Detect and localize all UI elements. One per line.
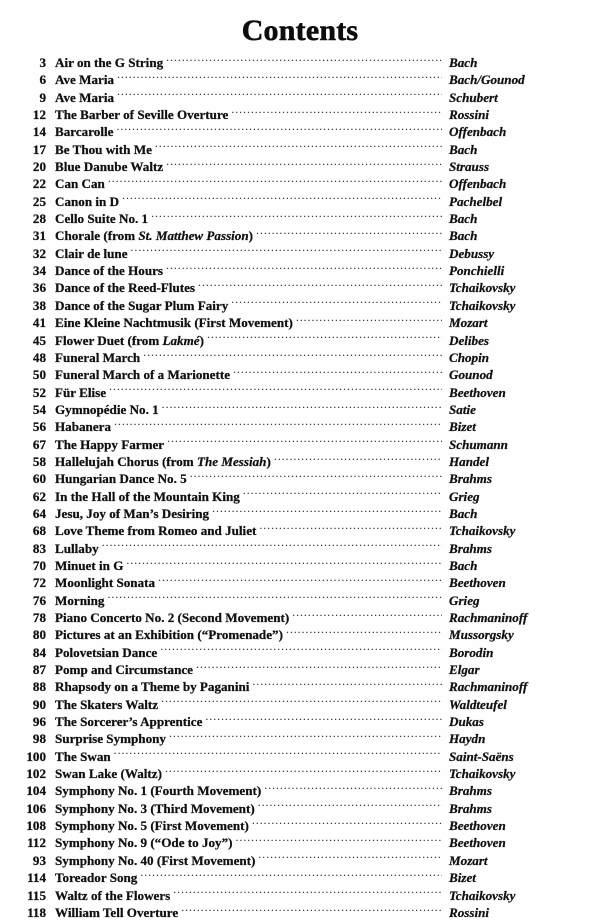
toc-entry-dot-leader bbox=[108, 175, 442, 188]
toc-entry-dot-leader bbox=[126, 557, 442, 570]
toc-entry[interactable] bbox=[20, 54, 552, 71]
toc-entry-title: Symphony No. 1 (Fourth Movement) bbox=[55, 783, 262, 799]
toc-entry[interactable] bbox=[20, 800, 552, 817]
toc-entry[interactable] bbox=[20, 782, 552, 799]
toc-entry[interactable] bbox=[20, 765, 552, 782]
toc-entry-dot-leader bbox=[102, 540, 442, 553]
toc-entry-title: Toreador Song bbox=[55, 870, 138, 886]
toc-entry[interactable] bbox=[20, 279, 552, 296]
toc-entry-composer: Borodin bbox=[449, 644, 494, 660]
toc-entry-title: Flower Duet (from Lakmé) bbox=[55, 332, 204, 348]
toc-entry-title: Swan Lake (Waltz) bbox=[55, 766, 162, 782]
toc-entry-composer: Rachmaninoff bbox=[449, 610, 528, 625]
toc-entry-composer: Brahms bbox=[449, 540, 492, 556]
toc-entry-dot-leader bbox=[190, 470, 442, 483]
toc-entry[interactable] bbox=[20, 904, 552, 921]
toc-entry-dot-leader bbox=[114, 418, 442, 431]
toc-entry-composer: Bach bbox=[449, 505, 478, 521]
toc-entry-dot-leader bbox=[259, 522, 442, 535]
toc-entry[interactable] bbox=[20, 574, 552, 591]
toc-entry-dot-leader bbox=[258, 800, 442, 813]
toc-entry-page-number: 17 bbox=[32, 141, 46, 157]
toc-entry-title: Gymnopédie No. 1 bbox=[55, 401, 159, 417]
toc-entry[interactable] bbox=[20, 869, 552, 886]
toc-entry-title: The Skaters Waltz bbox=[55, 696, 159, 712]
toc-entry-page-number: 83 bbox=[32, 540, 46, 556]
toc-entry-dot-leader bbox=[292, 609, 442, 622]
toc-entry-dot-leader bbox=[161, 696, 442, 709]
toc-entry[interactable] bbox=[20, 158, 552, 175]
toc-entry[interactable] bbox=[20, 730, 552, 747]
toc-entry-dot-leader bbox=[165, 765, 442, 778]
toc-entry-title: Air on the G String bbox=[55, 55, 164, 70]
toc-entry-dot-leader bbox=[196, 661, 442, 674]
toc-entry-dot-leader bbox=[140, 869, 442, 882]
toc-entry-title: The Sorcerer’s Apprentice bbox=[55, 714, 203, 730]
toc-entry-title: Funeral March of a Marionette bbox=[55, 367, 231, 383]
toc-entry-dot-leader bbox=[122, 193, 442, 206]
toc-entry-dot-leader bbox=[231, 297, 442, 310]
toc-entry-title: Cello Suite No. 1 bbox=[55, 211, 149, 227]
toc-entry-composer: Bach bbox=[449, 557, 478, 573]
toc-entry[interactable] bbox=[20, 210, 552, 227]
toc-entry-dot-leader bbox=[117, 71, 442, 84]
toc-entry[interactable] bbox=[20, 557, 552, 574]
toc-entry[interactable] bbox=[20, 418, 552, 435]
toc-entry-page-number: 100 bbox=[26, 748, 46, 764]
toc-entry-title: Blue Danube Waltz bbox=[55, 159, 164, 175]
toc-entry-page-number: 87 bbox=[32, 662, 46, 678]
toc-entry-composer: Dukas bbox=[449, 714, 484, 730]
toc-entry-composer: Bach bbox=[449, 211, 478, 227]
toc-entry-title: The Barber of Seville Overture bbox=[55, 107, 229, 123]
toc-entry-page-number: 60 bbox=[32, 471, 46, 487]
toc-entry-page-number: 88 bbox=[32, 679, 46, 695]
toc-entry-page-number: 93 bbox=[32, 852, 46, 868]
table-of-contents-list bbox=[0, 54, 600, 921]
toc-entry-dot-leader bbox=[198, 279, 442, 292]
toc-entry-title: Waltz of the Flowers bbox=[55, 887, 171, 903]
toc-entry-dot-leader bbox=[151, 210, 442, 223]
toc-entry-dot-leader bbox=[131, 245, 442, 258]
toc-entry-dot-leader bbox=[166, 158, 442, 171]
toc-entry[interactable] bbox=[20, 748, 552, 765]
toc-entry-composer: Schumann bbox=[449, 436, 508, 452]
toc-entry-page-number: 62 bbox=[32, 488, 46, 504]
toc-entry-title: Hallelujah Chorus (from The Messiah) bbox=[55, 453, 271, 469]
toc-entry-page-number: 84 bbox=[32, 644, 46, 660]
toc-entry-dot-leader bbox=[167, 436, 442, 449]
toc-entry-page-number: 36 bbox=[32, 280, 46, 296]
toc-entry-dot-leader bbox=[181, 904, 442, 917]
toc-entry-composer: Bach bbox=[449, 55, 478, 70]
toc-entry-composer: Tchaikovsky bbox=[449, 280, 516, 296]
toc-entry-title: Moonlight Sonata bbox=[55, 575, 156, 591]
toc-entry-page-number: 104 bbox=[26, 783, 46, 799]
toc-entry-page-number: 114 bbox=[27, 870, 46, 886]
toc-entry-page-number: 112 bbox=[27, 835, 46, 851]
toc-entry-composer: Tchaikovsky bbox=[449, 297, 516, 313]
toc-entry-page-number: 58 bbox=[32, 453, 46, 469]
toc-entry-composer: Elgar bbox=[449, 662, 480, 678]
toc-entry-title: Piano Concerto No. 2 (Second Movement) bbox=[55, 610, 290, 625]
toc-entry-composer: Delibes bbox=[449, 332, 489, 348]
toc-entry-composer: Pachelbel bbox=[449, 193, 503, 209]
toc-entry-dot-leader bbox=[252, 817, 442, 830]
toc-entry[interactable] bbox=[20, 123, 552, 140]
toc-entry[interactable] bbox=[20, 175, 552, 192]
toc-entry-title: Surprise Symphony bbox=[55, 731, 166, 747]
toc-entry-title: Dance of the Sugar Plum Fairy bbox=[55, 297, 229, 313]
toc-entry-composer: Bizet bbox=[449, 419, 476, 435]
toc-entry-dot-leader bbox=[116, 123, 442, 136]
toc-entry-dot-leader bbox=[162, 401, 442, 414]
toc-entry-composer: Mussorgsky bbox=[449, 627, 514, 643]
toc-entry-page-number: 14 bbox=[32, 124, 46, 140]
toc-entry-dot-leader bbox=[274, 453, 442, 466]
toc-entry-page-number: 76 bbox=[32, 592, 46, 608]
toc-entry[interactable] bbox=[20, 626, 552, 643]
toc-entry[interactable] bbox=[20, 852, 552, 869]
toc-entry-composer: Brahms bbox=[449, 783, 492, 799]
toc-entry-dot-leader bbox=[169, 730, 442, 743]
toc-entry[interactable] bbox=[20, 540, 552, 557]
toc-entry-composer: Beethoven bbox=[449, 818, 506, 834]
toc-entry[interactable] bbox=[20, 349, 552, 366]
toc-entry[interactable] bbox=[20, 401, 552, 418]
toc-entry-dot-leader bbox=[256, 227, 442, 240]
toc-entry-page-number: 78 bbox=[32, 610, 46, 625]
toc-entry[interactable] bbox=[20, 592, 552, 609]
toc-entry[interactable] bbox=[20, 262, 552, 279]
toc-entry-composer: Rachmaninoff bbox=[449, 679, 528, 695]
toc-entry-page-number: 56 bbox=[32, 419, 46, 435]
toc-entry-page-number: 64 bbox=[32, 505, 46, 521]
toc-entry-title: Ave Maria bbox=[55, 89, 115, 105]
toc-entry-title: Symphony No. 5 (First Movement) bbox=[55, 818, 249, 834]
toc-entry-dot-leader bbox=[160, 644, 442, 657]
toc-entry-page-number: 70 bbox=[32, 557, 46, 573]
toc-entry-page-number: 90 bbox=[32, 696, 46, 712]
toc-entry[interactable] bbox=[20, 297, 552, 314]
toc-entry-composer: Brahms bbox=[449, 800, 492, 816]
toc-entry-composer: Offenbach bbox=[449, 176, 507, 192]
toc-entry[interactable] bbox=[20, 470, 552, 487]
toc-entry[interactable] bbox=[20, 314, 552, 331]
toc-entry-page-number: 108 bbox=[26, 818, 46, 834]
toc-entry-page-number: 3 bbox=[39, 55, 46, 70]
toc-entry[interactable] bbox=[20, 453, 552, 470]
toc-entry-page-number: 31 bbox=[32, 228, 46, 244]
toc-entry-title: Canon in D bbox=[55, 193, 120, 209]
toc-entry-dot-leader bbox=[296, 314, 442, 327]
toc-entry[interactable] bbox=[20, 522, 552, 539]
toc-entry-composer: Beethoven bbox=[449, 384, 506, 400]
toc-entry-title: Funeral March bbox=[55, 349, 141, 365]
toc-entry-page-number: 34 bbox=[32, 263, 46, 279]
toc-entry[interactable] bbox=[20, 227, 552, 244]
toc-entry[interactable] bbox=[20, 71, 552, 88]
toc-entry-dot-leader bbox=[205, 713, 442, 726]
toc-entry-title: Symphony No. 3 (Third Movement) bbox=[55, 800, 255, 816]
toc-entry-composer: Grieg bbox=[449, 488, 480, 504]
toc-entry-composer: Schubert bbox=[449, 89, 498, 105]
toc-entry-composer: Gounod bbox=[449, 367, 493, 383]
toc-entry[interactable] bbox=[20, 661, 552, 678]
toc-entry-composer: Brahms bbox=[449, 471, 492, 487]
toc-entry-title: Lullaby bbox=[55, 540, 99, 556]
toc-entry-page-number: 72 bbox=[32, 575, 46, 591]
toc-entry-page-number: 102 bbox=[26, 766, 46, 782]
toc-entry-page-number: 80 bbox=[32, 627, 46, 643]
toc-entry-composer: Satie bbox=[449, 401, 476, 417]
toc-entry-dot-leader bbox=[158, 574, 442, 587]
toc-entry-page-number: 45 bbox=[32, 332, 46, 348]
toc-entry[interactable] bbox=[20, 436, 552, 453]
toc-entry-dot-leader bbox=[212, 505, 442, 518]
toc-entry-page-number: 52 bbox=[32, 384, 46, 400]
toc-entry-composer: Ponchielli bbox=[449, 263, 505, 279]
toc-entry[interactable] bbox=[20, 505, 552, 522]
toc-entry-composer: Bach bbox=[449, 141, 478, 157]
toc-entry-dot-leader bbox=[107, 592, 442, 605]
toc-entry-title: In the Hall of the Mountain King bbox=[55, 488, 240, 504]
toc-entry-composer: Chopin bbox=[449, 349, 490, 365]
toc-entry-dot-leader bbox=[117, 89, 442, 102]
toc-entry-page-number: 22 bbox=[32, 176, 46, 192]
toc-entry[interactable] bbox=[20, 696, 552, 713]
toc-entry-title: Jesu, Joy of Man’s Desiring bbox=[55, 505, 210, 521]
toc-entry-page-number: 50 bbox=[32, 367, 46, 383]
toc-entry-title: Love Theme from Romeo and Juliet bbox=[55, 523, 257, 539]
toc-entry-composer: Bach bbox=[449, 228, 478, 244]
toc-entry-title: Symphony No. 40 (First Movement) bbox=[55, 852, 256, 868]
toc-entry-page-number: 25 bbox=[32, 193, 46, 209]
toc-entry[interactable] bbox=[20, 141, 552, 158]
toc-entry-dot-leader bbox=[286, 626, 442, 639]
toc-entry[interactable] bbox=[20, 713, 552, 730]
toc-entry-composer: Offenbach bbox=[449, 124, 507, 140]
toc-entry-dot-leader bbox=[252, 678, 442, 691]
toc-entry-composer: Handel bbox=[449, 453, 490, 469]
toc-entry-title: Polovetsian Dance bbox=[55, 644, 158, 660]
toc-entry-title: Minuet in G bbox=[55, 557, 124, 573]
toc-entry-title: Dance of the Reed-Flutes bbox=[55, 280, 195, 296]
toc-entry-title: Eine Kleine Nachtmusik (First Movement) bbox=[55, 315, 293, 331]
toc-entry[interactable] bbox=[20, 644, 552, 661]
toc-entry-page-number: 68 bbox=[32, 523, 46, 539]
toc-entry-composer: Beethoven bbox=[449, 835, 506, 851]
toc-entry-title: Ave Maria bbox=[55, 72, 115, 88]
toc-entry[interactable] bbox=[20, 366, 552, 383]
toc-entry-composer: Bach/Gounod bbox=[449, 72, 525, 88]
toc-entry-title: William Tell Overture bbox=[55, 904, 179, 920]
toc-entry-dot-leader bbox=[264, 782, 442, 795]
toc-entry-composer: Saint-Saëns bbox=[449, 748, 514, 764]
toc-entry-composer: Bizet bbox=[449, 870, 476, 886]
toc-entry[interactable] bbox=[20, 609, 552, 626]
toc-entry-page-number: 54 bbox=[32, 401, 46, 417]
toc-entry-dot-leader bbox=[207, 332, 442, 345]
toc-entry-composer: Waldteufel bbox=[449, 696, 507, 712]
toc-entry-title: The Happy Farmer bbox=[55, 436, 165, 452]
toc-entry-title: Für Elise bbox=[55, 384, 107, 400]
toc-entry[interactable] bbox=[20, 887, 552, 904]
toc-entry[interactable] bbox=[20, 332, 552, 349]
toc-entry-page-number: 12 bbox=[32, 107, 46, 123]
toc-entry-page-number: 118 bbox=[27, 904, 46, 920]
toc-entry-title: The Swan bbox=[55, 748, 111, 764]
toc-entry-page-number: 41 bbox=[32, 315, 46, 331]
toc-entry-title: Barcarolle bbox=[55, 124, 114, 140]
toc-entry-dot-leader bbox=[236, 834, 442, 847]
toc-entry-composer: Debussy bbox=[449, 245, 495, 261]
toc-entry-title: Can Can bbox=[55, 176, 105, 192]
toc-entry-dot-leader bbox=[109, 384, 442, 397]
toc-entry-composer: Tchaikovsky bbox=[449, 766, 516, 782]
toc-entry-composer: Strauss bbox=[449, 159, 490, 175]
toc-entry-dot-leader bbox=[231, 106, 442, 119]
toc-entry[interactable] bbox=[20, 384, 552, 401]
toc-entry-composer: Tchaikovsky bbox=[449, 887, 516, 903]
toc-entry-dot-leader bbox=[143, 349, 442, 362]
page-title: Contents bbox=[241, 14, 359, 47]
toc-entry-dot-leader bbox=[258, 852, 442, 865]
toc-entry[interactable] bbox=[20, 89, 552, 106]
toc-entry-composer: Rossini bbox=[449, 107, 490, 123]
toc-entry-title: Rhapsody on a Theme by Paganini bbox=[55, 679, 250, 695]
toc-entry-page-number: 96 bbox=[32, 714, 46, 730]
toc-entry-dot-leader bbox=[166, 54, 442, 67]
toc-entry-composer: Rossini bbox=[449, 904, 490, 920]
toc-entry-title: Be Thou with Me bbox=[55, 141, 152, 157]
toc-entry-page-number: 98 bbox=[32, 731, 46, 747]
toc-entry-composer: Haydn bbox=[449, 731, 486, 747]
toc-entry[interactable] bbox=[20, 834, 552, 851]
toc-entry-page-number: 106 bbox=[26, 800, 46, 816]
toc-entry[interactable] bbox=[20, 193, 552, 210]
toc-entry-title: Morning bbox=[55, 592, 105, 608]
toc-entry[interactable] bbox=[20, 817, 552, 834]
toc-entry[interactable] bbox=[20, 678, 552, 695]
toc-entry-title: Hungarian Dance No. 5 bbox=[55, 471, 187, 487]
toc-entry[interactable] bbox=[20, 488, 552, 505]
toc-entry-title: Symphony No. 9 (“Ode to Joy”) bbox=[55, 835, 233, 851]
toc-entry-page-number: 6 bbox=[39, 72, 46, 88]
toc-entry-dot-leader bbox=[166, 262, 442, 275]
toc-entry[interactable] bbox=[20, 106, 552, 123]
toc-entry-page-number: 32 bbox=[32, 245, 46, 261]
toc-entry-dot-leader bbox=[155, 141, 442, 154]
toc-entry-composer: Mozart bbox=[449, 315, 488, 331]
toc-entry-title: Pictures at an Exhibition (“Promenade”) bbox=[55, 627, 283, 643]
toc-entry-page-number: 9 bbox=[39, 89, 46, 105]
toc-entry-composer: Tchaikovsky bbox=[449, 523, 516, 539]
toc-entry-dot-leader bbox=[114, 748, 442, 761]
toc-entry-page-number: 28 bbox=[32, 211, 46, 227]
toc-entry-composer: Beethoven bbox=[449, 575, 506, 591]
toc-entry-title: Pomp and Circumstance bbox=[55, 662, 193, 678]
toc-entry[interactable] bbox=[20, 245, 552, 262]
toc-entry-title: Habanera bbox=[55, 419, 112, 435]
toc-entry-page-number: 38 bbox=[32, 297, 46, 313]
toc-entry-page-number: 48 bbox=[32, 349, 46, 365]
toc-entry-page-number: 115 bbox=[27, 887, 46, 903]
toc-entry-composer: Grieg bbox=[449, 592, 480, 608]
toc-entry-title: Clair de lune bbox=[55, 245, 128, 261]
toc-entry-dot-leader bbox=[173, 887, 442, 900]
toc-entry-title: Chorale (from St. Matthew Passion) bbox=[55, 228, 254, 244]
toc-entry-page-number: 20 bbox=[32, 159, 46, 175]
toc-entry-page-number: 67 bbox=[32, 436, 46, 452]
toc-entry-dot-leader bbox=[233, 366, 442, 379]
toc-entry-composer: Mozart bbox=[449, 852, 488, 868]
toc-entry-title: Dance of the Hours bbox=[55, 263, 164, 279]
toc-entry-dot-leader bbox=[243, 488, 442, 501]
